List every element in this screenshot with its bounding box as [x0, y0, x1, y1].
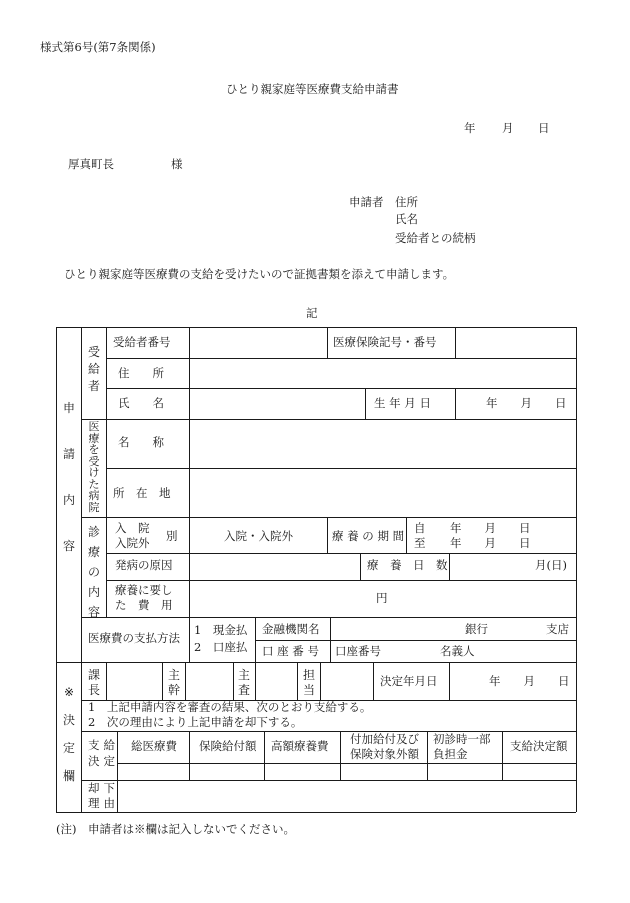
yen-unit: 円 — [376, 591, 388, 605]
inpatient-choice: 入院・入院外 — [224, 529, 293, 543]
final-amount-label: 支給決定額 — [510, 739, 568, 753]
payment-account: 2 口座払 — [194, 640, 248, 654]
hospital-group-label: 医 療 を 受 け た 病 院 — [88, 420, 100, 514]
bank-name-label: 金融機関名 — [262, 622, 320, 636]
applicant-relation-label: 受給者との続柄 — [395, 231, 476, 245]
person-in-charge-label: 担 当 — [303, 668, 316, 697]
hospital-name-label: 名 称 — [118, 435, 164, 449]
section-application-label: 申 請 内 容 — [63, 401, 76, 553]
initial-label-1: 初診時一部 — [433, 732, 491, 746]
decision-date-label: 決定年月日 — [380, 674, 438, 688]
birth-date-label: 生 年 月 日 — [374, 396, 431, 410]
date-day: 日 — [538, 121, 550, 135]
name-label: 氏 名 — [118, 396, 164, 410]
cause-label: 発病の原因 — [115, 558, 173, 572]
benefit-amount-label: 保険給付額 — [199, 739, 257, 753]
cost-label-2: た 費 用 — [115, 598, 173, 612]
applicant-address-label: 住所 — [395, 195, 418, 209]
outpatient-label: 入院外 — [115, 536, 150, 550]
hospital-location-label: 所 在 地 — [113, 486, 171, 500]
decision-section-label: ※ 決 定 欄 — [63, 685, 76, 783]
account-number-label: 口 座 番 号 — [262, 644, 319, 658]
recipient-group-label: 受 給 者 — [88, 345, 101, 393]
section-chief-label: 課 長 — [88, 668, 101, 697]
addressee-name: 厚真町長 — [68, 157, 114, 171]
betsu-label: 別 — [166, 529, 178, 543]
account-holder-label: 名義人 — [440, 644, 475, 658]
payment-decision-label-1: 支給 — [88, 738, 119, 752]
addressee-honorific: 様 — [171, 157, 183, 171]
page-title: ひとり親家庭等医療費支給申請書 — [226, 82, 399, 96]
form-number: 様式第6号(第7条関係) — [40, 40, 156, 54]
note: (注) 申請者は※欄は記入しないでください。 — [56, 822, 295, 836]
decision-line-2: 2 次の理由により上記申請を却下する。 — [88, 715, 303, 729]
treatment-group-label: 診 療 の 内 容 — [88, 525, 101, 619]
ki-label: 記 — [306, 306, 318, 320]
main-staff-label: 主 幹 — [168, 668, 181, 697]
address-label: 住 所 — [118, 366, 164, 380]
payment-cash: 1 現金払 — [194, 623, 248, 637]
date-month: 月 — [502, 121, 514, 135]
bank-suffix: 銀行 — [465, 622, 488, 636]
treatment-period-label: 療 養 の 期 間 — [332, 529, 405, 543]
insurance-number-label: 医療保険記号・番号 — [333, 335, 437, 349]
initial-label-2: 負担金 — [433, 747, 468, 761]
period-from-label: 自 — [414, 521, 426, 535]
chief-staff-label: 主 査 — [238, 668, 251, 697]
decision-date-value: 年 月 日 — [489, 674, 570, 688]
payment-method-label: 医療費の支払方法 — [88, 631, 180, 645]
days-unit: 月(日) — [535, 558, 567, 572]
statement: ひとり親家庭等医療費の支給を受けたいので証拠書類を添えて申請します。 — [64, 267, 455, 281]
treatment-days-label: 療 養 日 数 — [367, 558, 448, 572]
high-cost-label: 高額療養費 — [271, 739, 329, 753]
cost-label-1: 療養に要し — [115, 583, 173, 597]
period-from-date: 年 月 日 — [450, 521, 531, 535]
period-to-date: 年 月 日 — [450, 536, 531, 550]
applicant-label: 申請者 — [349, 195, 384, 209]
rejection-reason-label-2: 理由 — [88, 796, 119, 810]
branch-suffix: 支店 — [546, 622, 569, 636]
rejection-reason-label-1: 却下 — [88, 781, 119, 795]
payment-decision-label-2: 決定 — [88, 754, 119, 768]
date-year: 年 — [464, 121, 476, 135]
additional-label-1: 付加給付及び — [350, 732, 419, 746]
period-to-label: 至 — [414, 536, 426, 550]
applicant-name-label: 氏名 — [395, 212, 418, 226]
inpatient-label: 入 院 — [115, 521, 150, 535]
total-medical-label: 総医療費 — [131, 739, 177, 753]
recipient-number-label: 受給者番号 — [113, 335, 171, 349]
additional-label-2: 保険対象外額 — [350, 747, 419, 761]
account-type-label: 口座番号 — [335, 644, 381, 658]
birth-date-value: 年 月 日 — [486, 396, 567, 410]
decision-line-1: 1 上記申請内容を審査の結果、次のとおり支給する。 — [88, 700, 372, 714]
